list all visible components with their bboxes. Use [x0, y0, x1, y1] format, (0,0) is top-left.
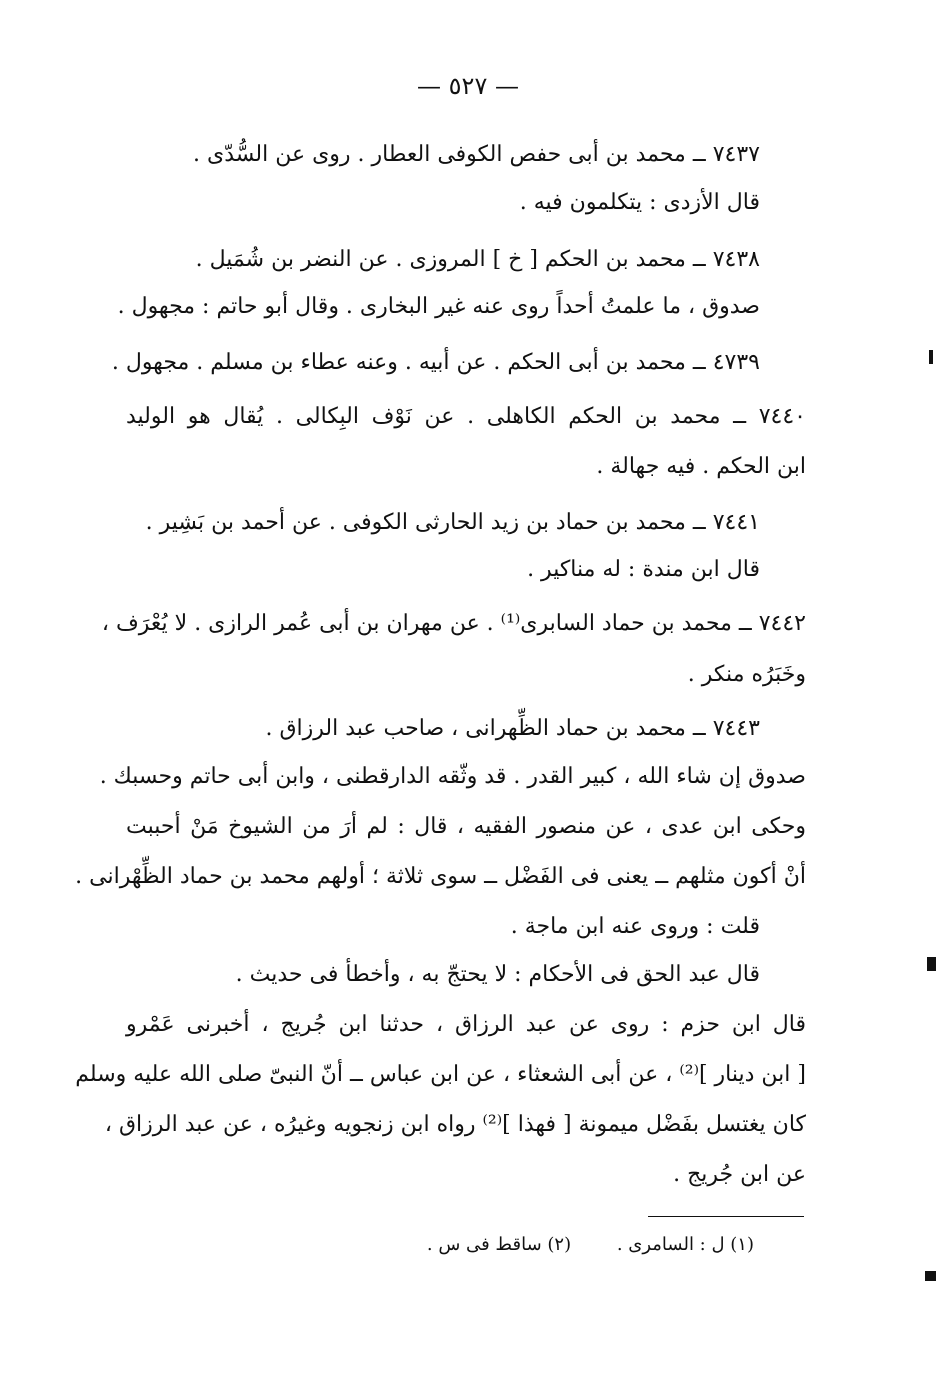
- scan-edge-mark: [925, 1271, 936, 1281]
- entry-7443-text-5: قال عبد الحق فى الأحكام : لا يحتجّ به ، وأخطأ فى حديث .: [235, 962, 760, 987]
- entry-7443-text-6: قال ابن حزم : روى عن عبد الرزاق ، حدثنا ابن جُريج ، أخبرنى عَمْرو: [126, 1012, 806, 1037]
- entry-7443-text-1: صدوق إن شاء الله ، كبير القدر . قد وثّقه الدارقطنى ، وابن أبى حاتم وحسبك .: [99, 764, 806, 789]
- entry-7441: ٧٤٤١ ــ محمد بن حماد بن زيد الحارثى الكوفى . عن أحمد بن بَشِير .: [145, 510, 760, 535]
- entry-7442-cont: وخَبَرُه منكر .: [687, 662, 806, 687]
- entry-7439: ٤٧٣٩ ــ محمد بن أبى الحكم . عن أبيه . وعنه عطاء بن مسلم . مجهول .: [111, 350, 760, 375]
- entry-7438: ٧٤٣٨ ــ محمد بن الحكم [ خ ] المروزى . عن النضر بن شُمَيل .: [195, 247, 760, 272]
- entry-7440-cont: ابن الحكم . فيه جهالة .: [596, 454, 806, 479]
- entry-7440: ٧٤٤٠ ــ محمد بن الحكم الكاهلى . عن نَوْف البِكالى . يُقال هو الوليد: [126, 404, 806, 429]
- footnotes: [387, 1234, 754, 1255]
- entry-7443-text-9: عن ابن جُريج .: [673, 1162, 806, 1187]
- entry-7443-text-2: وحكى ابن عدى ، عن منصور الفقيه ، قال : لم أرَ من الشيوخ مَنْ أحببت: [126, 814, 806, 839]
- entry-7443-text-3: أنْ أكون مثلهم ــ يعنى فى الفَضْل ــ سوى ثلاثة ؛ أولهم محمد بن حماد الظِّهْرانى .: [75, 864, 806, 889]
- scan-edge-mark: [929, 350, 933, 364]
- entry-7437-note: قال الأزدى : يتكلمون فيه .: [519, 190, 760, 215]
- entry-7443-text-7: [ ابن دينار ]⁽²⁾ ، عن أبى الشعثاء ، عن ابن عباس ــ أنّ النبىّ صلى الله عليه وسلم: [75, 1062, 806, 1087]
- footnote-1: (١) ل : السامرى .: [616, 1234, 754, 1255]
- entry-7438-note: صدوق ، ما علمتُ أحداً روى عنه غير البخارى . وقال أبو حاتم : مجهول .: [117, 294, 760, 319]
- entry-7441-note: قال ابن مندة : له مناكير .: [527, 557, 760, 582]
- entry-7443-text-8: كان يغتسل بفَضْل ميمونة [ فهذا ]⁽²⁾ رواه ابن زنجويه وغيرُه ، عن عبد الرزاق ،: [104, 1112, 806, 1137]
- footnote-separator: [648, 1216, 804, 1217]
- entry-7437: ٧٤٣٧ ــ محمد بن أبى حفص الكوفى العطار . روى عن السُّدّى .: [193, 142, 760, 167]
- scan-edge-mark: [927, 957, 936, 971]
- entry-7443: ٧٤٤٣ ــ محمد بن حماد الظِّهرانى ، صاحب عبد الرزاق .: [265, 716, 760, 741]
- footnote-2: (٢) ساقط فى س .: [426, 1234, 572, 1255]
- entry-7443-text-4: قلت : وروى عنه ابن ماجة .: [510, 914, 760, 939]
- entry-7442: ٧٤٤٢ ــ محمد بن حماد السابرى⁽¹⁾ . عن مهران بن أبى عُمر الرازى . لا يُعْرَف ،: [101, 611, 806, 636]
- page-number: — ٥٢٧ —: [417, 72, 519, 100]
